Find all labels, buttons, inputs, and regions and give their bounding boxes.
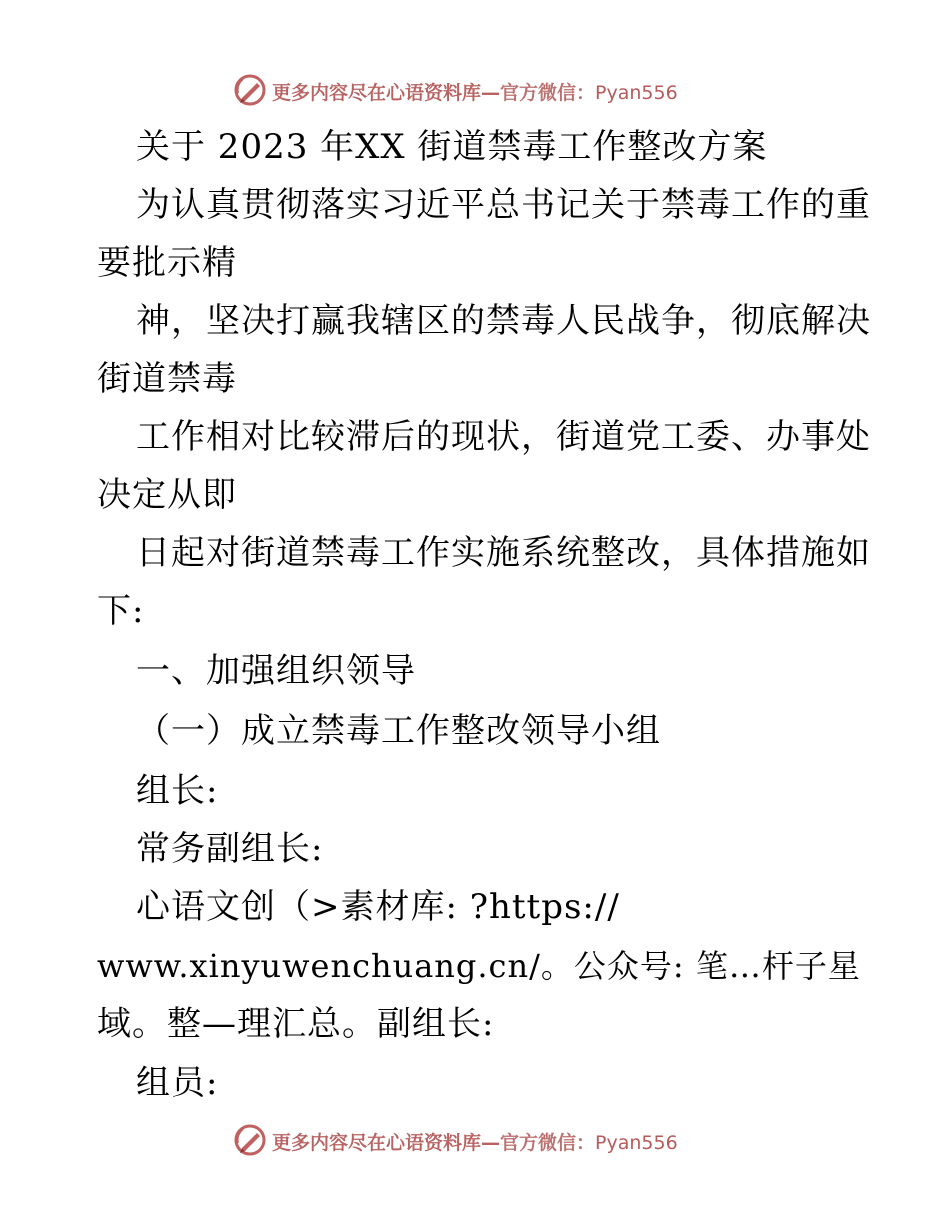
paragraph-line: 为认真贯彻落实习近平总书记关于禁毒工作的重	[136, 185, 871, 225]
subsection-heading: （一）成立禁毒工作整改领导小组	[136, 711, 661, 751]
paragraph-line: 工作相对比较滞后的现状，街道党工委、办事处	[136, 417, 871, 457]
paragraph-line: 决定从即	[97, 475, 237, 515]
paragraph-line: 要批示精	[97, 243, 237, 283]
watermark-id: Pyan556	[595, 82, 678, 104]
watermark-id: Pyan556	[595, 1132, 678, 1154]
watermark-main: 更多内容尽在心语资料库—	[272, 82, 501, 104]
watermark-text	[272, 78, 678, 105]
pen-logo-icon	[233, 73, 267, 107]
paragraph-line: 心语文创（>素材库: ?https://	[136, 887, 620, 927]
paragraph-line: 域。整—理汇总。副组长:	[97, 1004, 495, 1044]
paragraph-line: www.xinyuwenchuang.cn/。公众号: 笔…杆子星	[97, 947, 861, 985]
role-line: 常务副组长:	[136, 829, 324, 869]
pen-logo-icon	[233, 1123, 267, 1157]
watermark-text	[272, 1128, 678, 1155]
watermark-banner-top	[0, 70, 950, 110]
watermark-official: 官方微信：	[500, 82, 596, 104]
paragraph-line: 街道禁毒	[97, 359, 237, 399]
paragraph-line: 神，坚决打赢我辖区的禁毒人民战争，彻底解决	[136, 301, 871, 341]
section-heading: 一、加强组织领导	[136, 651, 416, 691]
paragraph-line: 下:	[97, 591, 145, 631]
role-line: 组员:	[136, 1063, 219, 1103]
watermark-main: 更多内容尽在心语资料库—	[272, 1132, 501, 1154]
document-title: 关于 2023 年XX 街道禁毒工作整改方案	[136, 127, 768, 167]
watermark-official: 官方微信：	[500, 1132, 596, 1154]
role-line: 组长:	[136, 771, 219, 811]
watermark-banner-bottom	[0, 1120, 950, 1160]
paragraph-line: 日起对街道禁毒工作实施系统整改，具体措施如	[136, 533, 871, 573]
